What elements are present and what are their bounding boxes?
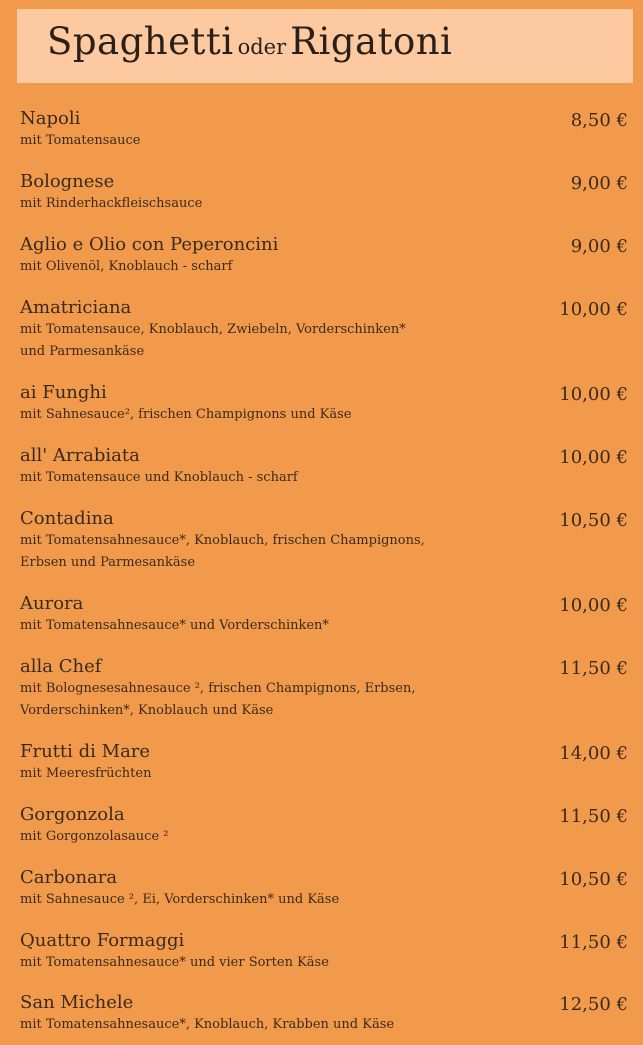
item-description: mit Gorgonzolasauce ² <box>20 829 169 844</box>
item-price: 10,00 € <box>559 299 628 320</box>
item-price: 12,50 € <box>559 994 628 1015</box>
item-price: 10,50 € <box>559 510 628 531</box>
menu-item-quattro-formaggi <box>20 930 632 974</box>
item-description: mit Bolognesesahnesauce ², frischen Champignons, Erbsen, <box>20 681 416 696</box>
item-name: San Michele <box>20 992 134 1013</box>
item-name: alla Chef <box>20 656 102 677</box>
item-price: 10,00 € <box>559 447 628 468</box>
menu-item-napoli <box>20 108 632 152</box>
menu-item-bolognese <box>20 171 632 215</box>
menu-item-contadina <box>20 508 632 574</box>
menu-item-gorgonzola <box>20 804 632 848</box>
item-description-line-2: Vorderschinken*, Knoblauch und Käse <box>20 703 274 718</box>
item-name: Amatriciana <box>20 297 132 318</box>
item-name: all' Arrabiata <box>20 445 140 466</box>
item-description-line-2: Erbsen und Parmesankäse <box>20 555 196 570</box>
item-price: 8,50 € <box>570 110 628 131</box>
menu-item-aglio-e-olio <box>20 234 632 278</box>
item-description-line-2: und Parmesankäse <box>20 344 145 359</box>
item-name: Aurora <box>20 593 84 614</box>
item-description: mit Meeresfrüchten <box>20 766 152 781</box>
page-title <box>47 20 452 63</box>
menu-item-san-michele <box>20 992 632 1036</box>
menu-item-ai-funghi <box>20 382 632 426</box>
menu-item-carbonara <box>20 867 632 911</box>
item-price: 10,00 € <box>559 595 628 616</box>
item-description: mit Sahnesauce², frischen Champignons und Käse <box>20 407 352 422</box>
item-price: 9,00 € <box>570 236 628 257</box>
menu-item-arrabiata <box>20 445 632 489</box>
item-name: Bolognese <box>20 171 115 192</box>
item-name: Frutti di Mare <box>20 741 151 762</box>
item-price: 9,00 € <box>570 173 628 194</box>
item-price: 11,50 € <box>559 806 628 827</box>
item-name: Quattro Formaggi <box>20 930 185 951</box>
item-price: 11,50 € <box>559 658 628 679</box>
item-description: mit Tomatensahnesauce* und Vorderschinken* <box>20 618 329 633</box>
item-price: 10,50 € <box>559 869 628 890</box>
item-description: mit Tomatensauce und Knoblauch - scharf <box>20 470 298 485</box>
item-description: mit Tomatensauce, Knoblauch, Zwiebeln, Vorderschinken* <box>20 322 406 337</box>
item-price: 14,00 € <box>559 743 628 764</box>
item-description: mit Tomatensahnesauce*, Knoblauch, Krabben und Käse <box>20 1017 395 1032</box>
item-name: ai Funghi <box>20 382 107 403</box>
title-oder: oder <box>237 35 287 59</box>
item-name: Napoli <box>20 108 81 129</box>
item-name: Carbonara <box>20 867 118 888</box>
item-description: mit Rinderhackfleischsauce <box>20 196 203 211</box>
item-description: mit Tomatensahnesauce*, Knoblauch, frischen Champignons, <box>20 533 425 548</box>
item-price: 10,00 € <box>559 384 628 405</box>
item-description: mit Tomatensauce <box>20 133 141 148</box>
item-name: Aglio e Olio con Peperoncini <box>20 234 279 255</box>
item-description: mit Sahnesauce ², Ei, Vorderschinken* und Käse <box>20 892 340 907</box>
title-rigatoni: Rigatoni <box>290 20 453 63</box>
item-name: Gorgonzola <box>20 804 125 825</box>
menu-item-amatriciana <box>20 297 632 363</box>
menu-item-alla-chef <box>20 656 632 722</box>
item-description: mit Tomatensahnesauce* und vier Sorten Käse <box>20 955 329 970</box>
item-name: Contadina <box>20 508 114 529</box>
menu-item-aurora <box>20 593 632 637</box>
item-description: mit Olivenöl, Knoblauch - scharf <box>20 259 233 274</box>
title-spaghetti: Spaghetti <box>47 20 234 63</box>
item-price: 11,50 € <box>559 932 628 953</box>
menu-item-frutti-di-mare <box>20 741 632 785</box>
